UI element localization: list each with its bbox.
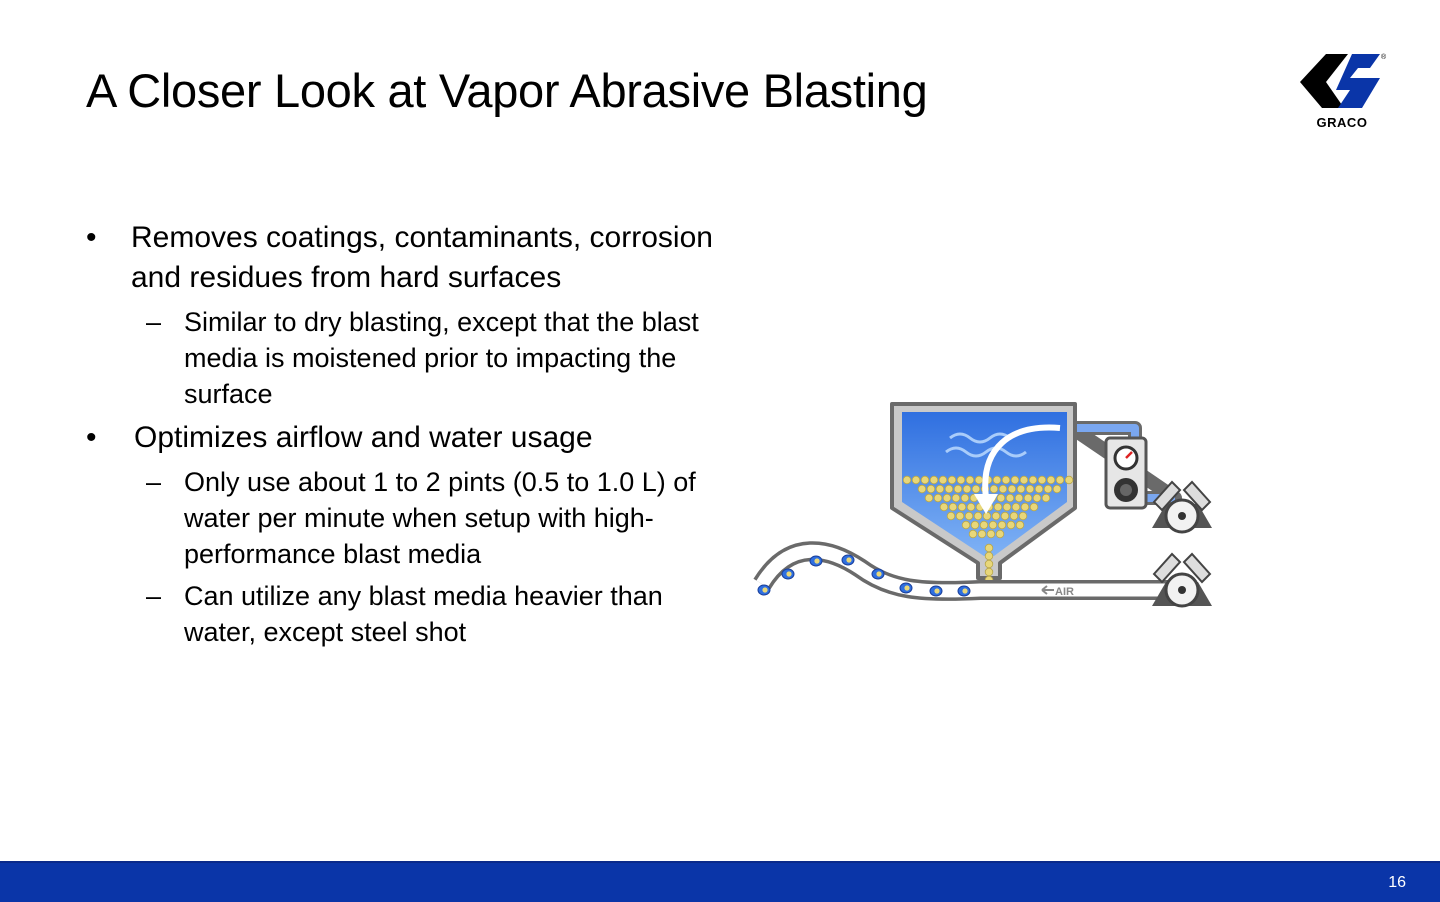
media-particle xyxy=(994,503,1002,511)
hose-media-core xyxy=(934,588,939,593)
bullet-item xyxy=(86,218,726,412)
media-particle xyxy=(969,530,977,538)
compressor-lower-icon xyxy=(1152,554,1212,606)
media-particle xyxy=(947,512,955,520)
media-particle xyxy=(1047,476,1055,484)
media-particle xyxy=(993,476,1001,484)
media-particle xyxy=(990,485,998,493)
media-particle xyxy=(965,512,973,520)
media-particle xyxy=(1065,476,1073,484)
media-particle xyxy=(985,544,993,552)
media-particle xyxy=(985,568,993,576)
sub-bullet-list xyxy=(131,304,726,412)
sub-bullet-text: Only use about 1 to 2 pints (0.5 to 1.0 L) of water per minute when setup with high-performance blast media xyxy=(184,467,696,569)
media-particle xyxy=(972,485,980,493)
media-particle xyxy=(980,521,988,529)
media-particle xyxy=(1056,476,1064,484)
vapor-blasting-diagram xyxy=(750,398,1230,620)
bullet-text: Optimizes airflow and water usage xyxy=(134,421,593,454)
media-particle xyxy=(925,494,933,502)
media-particle xyxy=(985,560,993,568)
bullet-text: Removes coatings, contaminants, corrosion and residues from hard surfaces xyxy=(131,221,713,294)
media-particle xyxy=(985,552,993,560)
bullet-item xyxy=(86,418,726,650)
media-particle xyxy=(949,503,957,511)
sub-bullet-text: Can utilize any blast media heavier than water, except steel shot xyxy=(184,581,663,647)
media-particle xyxy=(939,476,947,484)
media-particle xyxy=(927,485,935,493)
media-particle xyxy=(1042,494,1050,502)
media-particle xyxy=(930,476,938,484)
media-particle xyxy=(1044,485,1052,493)
media-particle xyxy=(996,530,1004,538)
media-particle xyxy=(903,476,911,484)
media-particle xyxy=(1033,494,1041,502)
media-particle xyxy=(1038,476,1046,484)
bullet-glyph: • xyxy=(86,221,97,254)
media-particle xyxy=(958,503,966,511)
media-particle xyxy=(1008,485,1016,493)
sub-bullet-list xyxy=(134,464,726,650)
sub-bullet-item xyxy=(86,304,726,412)
hose-media-core xyxy=(962,588,967,593)
sub-bullet-item xyxy=(86,578,726,650)
dash-glyph: – xyxy=(146,581,162,611)
media-particle xyxy=(943,494,951,502)
media-particle xyxy=(1021,503,1029,511)
media-particle xyxy=(1024,494,1032,502)
media-particle xyxy=(961,494,969,502)
footer-bar xyxy=(0,861,1440,902)
media-particle xyxy=(945,485,953,493)
media-particle xyxy=(971,521,979,529)
media-particle xyxy=(1012,503,1020,511)
media-particle xyxy=(1002,476,1010,484)
hose-media-core xyxy=(814,558,819,563)
media-particle xyxy=(952,494,960,502)
media-particle xyxy=(1053,485,1061,493)
media-particle xyxy=(1035,485,1043,493)
media-particle xyxy=(1010,512,1018,520)
media-particle xyxy=(1007,521,1015,529)
media-particle xyxy=(962,521,970,529)
bullet-glyph: • xyxy=(86,421,97,454)
media-particle xyxy=(999,485,1007,493)
media-particle xyxy=(912,476,920,484)
media-particle xyxy=(983,512,991,520)
graco-logo-wordmark: GRACO xyxy=(1316,115,1368,130)
dash-glyph: – xyxy=(146,467,162,497)
media-particle xyxy=(948,476,956,484)
graco-logo xyxy=(1296,50,1388,132)
media-particle xyxy=(1015,494,1023,502)
media-particle xyxy=(1006,494,1014,502)
media-particle xyxy=(1030,503,1038,511)
media-particle xyxy=(966,476,974,484)
media-particle xyxy=(1019,512,1027,520)
media-particle xyxy=(921,476,929,484)
media-particle xyxy=(978,530,986,538)
media-particle xyxy=(957,476,965,484)
bullet-list xyxy=(86,218,726,656)
media-particle xyxy=(940,503,948,511)
media-particle xyxy=(997,494,1005,502)
media-particle xyxy=(974,512,982,520)
media-particle xyxy=(1026,485,1034,493)
media-particle xyxy=(956,512,964,520)
air-label: AIR xyxy=(1055,586,1074,598)
media-particle xyxy=(975,476,983,484)
media-particle xyxy=(963,485,971,493)
media-particle xyxy=(918,485,926,493)
graco-logo-registered: ® xyxy=(1381,54,1387,61)
media-particle xyxy=(954,485,962,493)
media-particle xyxy=(989,521,997,529)
media-particle xyxy=(1016,521,1024,529)
media-particle xyxy=(992,512,1000,520)
media-particle xyxy=(1017,485,1025,493)
media-particle xyxy=(1011,476,1019,484)
media-particle xyxy=(1001,512,1009,520)
hose-media-core xyxy=(762,587,767,592)
slide-title: A Closer Look at Vapor Abrasive Blasting xyxy=(86,64,928,117)
dash-glyph: – xyxy=(146,307,162,337)
hose-media-core xyxy=(846,557,851,562)
media-particle xyxy=(1003,503,1011,511)
page-number: 16 xyxy=(1388,874,1406,891)
hose-media-core xyxy=(904,585,909,590)
media-particle xyxy=(987,530,995,538)
sub-bullet-text: Similar to dry blasting, except that the blast media is moistened prior to impacting the surface xyxy=(184,307,699,409)
media-particle xyxy=(1020,476,1028,484)
media-particle xyxy=(998,521,1006,529)
media-particle xyxy=(1029,476,1037,484)
media-particle xyxy=(936,485,944,493)
media-particle xyxy=(967,503,975,511)
hose-media-core xyxy=(876,571,881,576)
media-particle xyxy=(934,494,942,502)
hose-media-core xyxy=(786,571,791,576)
graco-logo-right-mark xyxy=(1336,54,1380,108)
sub-bullet-item xyxy=(86,464,726,572)
